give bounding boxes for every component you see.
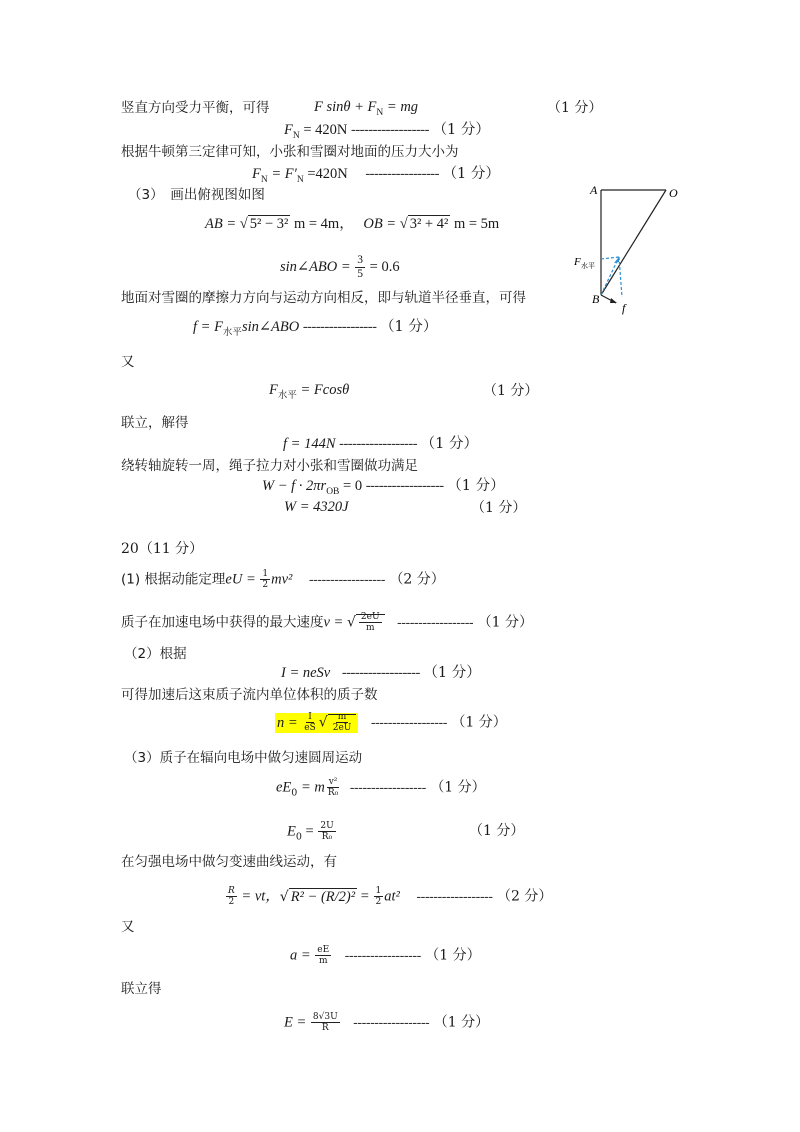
eq-normal-force: $F_N = 420N$ ------------------ （1 分） [284, 122, 490, 141]
label-f-horizontal-sub: 水平 [581, 262, 595, 270]
label-b: B [592, 292, 600, 306]
score-mark: （1 分） [483, 383, 539, 399]
eq-proton-density: n = $\frac{I}{eS}$ √ $\frac{m}{2eU}$ ------------------ （1 分） [277, 712, 507, 733]
line-max-speed: 质子在加速电场中获得的最大速度v = √ $\frac{2eU}{m}$ ------------------ （1 分） [121, 612, 533, 633]
eq-friction: $f = F_{水平}\sin\angle ABO$ ----------------- （1 分） [193, 319, 438, 338]
line-uniform-field-text: 在匀强电场中做匀变速曲线运动，有 [121, 854, 337, 870]
label-f-horizontal: F [574, 256, 581, 268]
line-kinetic-energy: (1) 根据动能定理eU = $\frac{1}{2}$ mv² ------------------ （2 分） [121, 569, 445, 590]
eq-work-result: W = 4320J [284, 499, 349, 515]
eq-horizontal-force: $F_{水平} = Fcos\theta$ [269, 382, 350, 401]
line-force-balance-text: 竖直方向受力平衡，可得 [121, 100, 270, 116]
line-again-text-2: 又 [121, 919, 135, 935]
highlighted-formula: n = $\frac{I}{eS}$ √ $\frac{m}{2eU}$ [275, 713, 358, 733]
eq-acceleration: a = $\frac{eE}{m}$ ------------------ （1 分） [290, 945, 481, 966]
line-combine-text: 联立得 [121, 981, 162, 997]
score-mark: （1 分） [469, 823, 525, 839]
eq-pressure: $F_N = F'_N =420N$ ----------------- （1 分） [252, 166, 500, 185]
arrowhead-icon [610, 298, 617, 303]
line-work-text: 绕转轴旋转一周，绳子拉力对小张和雪圈做功满足 [121, 458, 418, 474]
horizontal-force-arrow [601, 257, 619, 295]
eq-centripetal: $eE_0 = m$ $\frac{\text{v²}}{\text{R₀}}$ ------------------ （1 分） [276, 777, 486, 799]
score-mark: （1 分） [547, 100, 603, 116]
eq-trajectory: $\frac{R}{2}$ = vt，√ R² − (R/2)² = $\frac{1}{2}$ at² ------------------ （2 分） [228, 886, 553, 907]
eq-work-balance: $W - f \cdot 2\pi r_{OB} = 0$ ------------------ （1 分） [262, 478, 505, 497]
eq-field-result: E = $\frac{8√3U}{R}$ ------------------ （1 分） [284, 1012, 490, 1033]
section-title-20: 20（11 分） [121, 541, 204, 557]
line-according-text: （2）根据 [124, 646, 187, 662]
line-solve-text: 联立，解得 [121, 415, 189, 431]
segment-ob [601, 190, 666, 295]
eq-ab-ob: AB = √ 5² − 3² m = 4m， OB = √ 3² + 4² m = 5m [205, 216, 500, 232]
label-a: A [590, 183, 598, 197]
eq-field-e0: $E_0$ = $\frac{2U}{\text{R₀}}$ [287, 821, 334, 843]
line-circular-motion-text: （3）质子在辐向电场中做匀速圆周运动 [124, 750, 363, 766]
line-top-view-text: （3） 画出俯视图如图 [128, 187, 265, 203]
label-f: f [622, 301, 626, 315]
line-again-text: 又 [121, 354, 135, 370]
label-o: O [669, 186, 678, 200]
eq-sin-abo: sin∠ABO = $\frac{3}{5}$ = 0.6 [280, 254, 400, 280]
top-view-diagram [570, 175, 700, 320]
line-newton-third-text: 根据牛顿第三定律可知，小张和雪圈对地面的压力大小为 [121, 144, 459, 160]
line-proton-density-text: 可得加速后这束质子流内单位体积的质子数 [121, 687, 378, 703]
score-mark: （1 分） [471, 500, 527, 516]
eq-force-balance: F $\sin\theta + F_N$ = mg [314, 99, 419, 118]
eq-friction-result: f = 144N ------------------ （1 分） [283, 436, 479, 452]
eq-current: I = neSv ------------------ （1 分） [281, 665, 481, 681]
line-friction-direction-text: 地面对雪圈的摩擦力方向与运动方向相反，即与轨道半径垂直，可得 [121, 290, 526, 306]
component-dashed-line [601, 257, 619, 259]
